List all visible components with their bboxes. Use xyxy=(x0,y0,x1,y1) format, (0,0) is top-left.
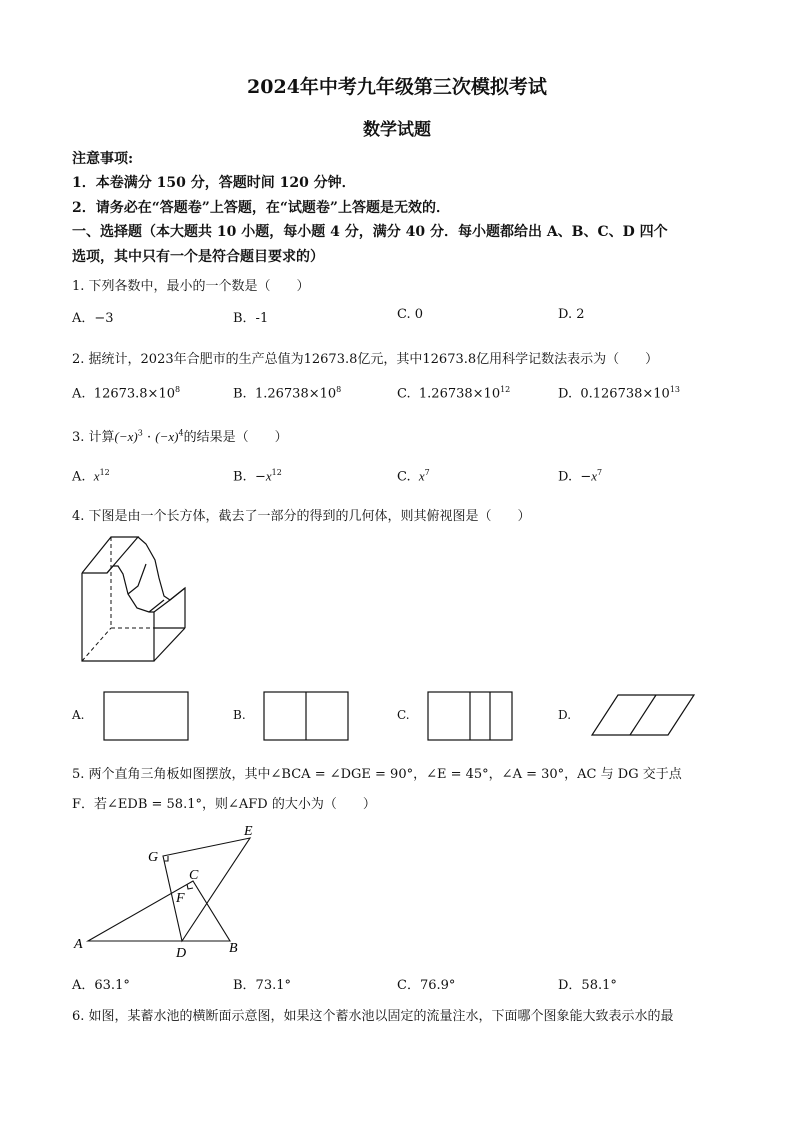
q2-option-d xyxy=(558,385,680,401)
q4-option-a-label: A. xyxy=(72,708,85,722)
notice-heading: 注意事项: xyxy=(72,151,134,167)
q5-line2: F．若∠EDB = 58.1°，则∠AFD 的大小为（ ） xyxy=(72,797,376,812)
q3-option-c-exponent: 7 xyxy=(424,468,430,477)
q3-option-c xyxy=(397,468,430,484)
q3-option-b-var: x xyxy=(265,468,272,484)
q3-stem xyxy=(72,426,288,445)
q3-exp-2: 4 xyxy=(178,428,184,438)
q4-option-c-label: C. xyxy=(397,708,410,722)
notice-item-1: 1．本卷满分 150 分，答题时间 120 分钟． xyxy=(72,175,356,191)
q3-option-d-exponent: 7 xyxy=(597,468,603,477)
q4-stem: 4. 下图是由一个长方体，截去了一部分的得到的几何体，则其俯视图是（ ） xyxy=(72,509,531,524)
q1-stem: 1. 下列各数中，最小的一个数是（ ） xyxy=(72,279,310,294)
q3-option-b-label: B. xyxy=(233,469,247,485)
q3-option-a-exponent: 12 xyxy=(99,468,110,477)
q3-option-d-label: D. xyxy=(558,469,573,485)
right-angle-g xyxy=(164,856,168,861)
q5-line1: 5. 两个直角三角板如图摆放，其中∠BCA = ∠DGE = 90°，∠E = 45°，∠A = 30°，AC 与 DG 交于点 xyxy=(72,767,682,782)
q2-option-c xyxy=(397,385,510,401)
q2-option-a-label: A. xyxy=(72,386,86,402)
q2-option-c-exponent: 12 xyxy=(500,385,511,394)
q4-option-b-figure xyxy=(264,692,348,740)
q2-option-b-mantissa: 1.26738×10 xyxy=(254,386,337,402)
point-label-e: E xyxy=(244,824,253,839)
q3-option-a-var: x xyxy=(93,468,100,484)
q3-exp-1: 3 xyxy=(137,428,143,438)
page-title: 2024年中考九年级第三次模拟考试 xyxy=(247,76,547,98)
q5-option-c: C．76.9° xyxy=(397,978,456,993)
q2-option-d-label: D. xyxy=(558,386,573,402)
page-subtitle: 数学试题 xyxy=(363,120,431,140)
q3-option-c-label: C. xyxy=(397,469,411,485)
q3-option-d-sign: − xyxy=(580,469,592,485)
q2-option-d-mantissa: 0.126738×10 xyxy=(580,386,670,402)
q2-option-b xyxy=(233,385,341,401)
point-label-d: D xyxy=(176,946,187,961)
q6-stem: 6. 如图，某蓄水池的横断面示意图，如果这个蓄水池以固定的流量注水，下面哪个图象能大致表示水的最 xyxy=(72,1009,674,1024)
q2-option-a-exponent: 8 xyxy=(175,385,181,394)
q5-option-b: B．73.1° xyxy=(233,978,291,993)
point-label-f: F xyxy=(176,891,185,906)
q3-option-b-exponent: 12 xyxy=(271,468,282,477)
q5-option-a: A．63.1° xyxy=(72,978,130,993)
q3-option-b xyxy=(233,468,282,484)
q2-stem: 2. 据统计，2023年合肥市的生产总值为12673.8亿元，其中12673.8亿用科学记数法表示为（ ） xyxy=(72,352,659,367)
q4-option-d-label: D. xyxy=(558,708,572,722)
q3-option-b-sign: − xyxy=(254,469,266,485)
notice-item-2: 2．请务必在“答题卷”上答题，在“试题卷”上答题是无效的． xyxy=(72,200,450,216)
q1-option-c: C. 0 xyxy=(397,307,424,322)
right-angle-c xyxy=(187,884,193,889)
q4-option-b-label: B. xyxy=(233,708,246,722)
q3-option-d-var: x xyxy=(591,468,598,484)
q3-base-2: (−x) xyxy=(155,429,179,444)
q3-suffix: 的结果是（ ） xyxy=(183,430,288,445)
q2-option-c-label: C. xyxy=(397,386,411,402)
q5-option-d: D．58.1° xyxy=(558,978,617,993)
triangle-ABC xyxy=(88,881,230,941)
point-label-g: G xyxy=(148,850,159,865)
q3-option-d xyxy=(558,468,602,484)
q2-option-c-mantissa: 1.26738×10 xyxy=(418,386,501,402)
q3-option-a-label: A. xyxy=(72,469,86,485)
q2-option-b-label: B. xyxy=(233,386,247,402)
q3-option-a xyxy=(72,468,110,484)
point-label-a: A xyxy=(74,937,83,952)
q3-prefix: 3. 计算 xyxy=(72,430,115,445)
point-label-c: C xyxy=(189,868,199,883)
point-label-b: B xyxy=(229,941,238,956)
q2-option-a xyxy=(72,385,180,401)
q4-option-a-figure xyxy=(104,692,188,740)
q1-option-d: D. 2 xyxy=(558,307,585,322)
q2-option-b-exponent: 8 xyxy=(336,385,342,394)
section-heading-line2: 选项，其中只有一个是符合题目要求的） xyxy=(72,249,324,265)
q2-option-d-exponent: 13 xyxy=(669,385,681,394)
section-heading-line1: 一、选择题（本大题共 10 小题，每小题 4 分，满分 40 分．每小题都给出 A、B、C、D 四个 xyxy=(72,224,668,240)
triangle-DGE xyxy=(163,838,250,941)
q2-option-a-mantissa: 12673.8×10 xyxy=(93,386,175,402)
q3-option-c-var: x xyxy=(418,468,425,484)
q3-dot: · xyxy=(146,430,152,445)
q1-option-a: A．−3 xyxy=(72,311,114,326)
q4-option-c-figure xyxy=(428,692,512,740)
q3-base-1: (−x) xyxy=(114,429,138,444)
q1-option-b: B．-1 xyxy=(233,311,269,326)
q4-option-d-figure xyxy=(592,695,694,735)
